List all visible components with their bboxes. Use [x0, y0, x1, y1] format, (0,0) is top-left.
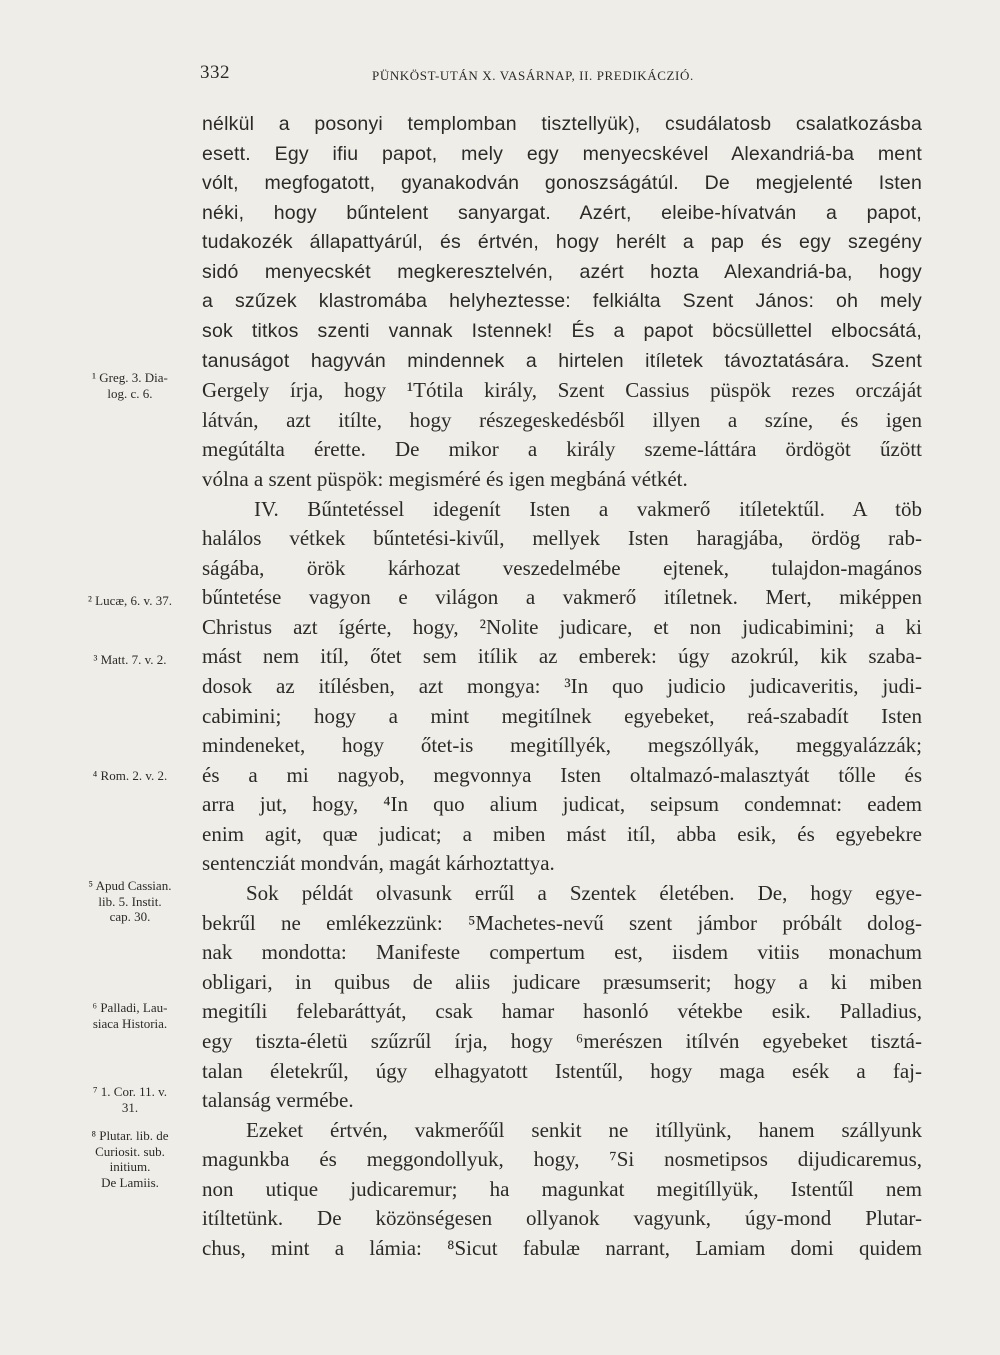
text-line: nak mondotta: Manifeste compertum est, iisdem vitiis monachum — [202, 940, 922, 965]
text-line: non utique judicaremur; ha magunkat megitíllyük, Istentűl nem — [202, 1176, 922, 1201]
page-header — [200, 62, 920, 92]
text-line: tudakozék állapattyárúl, és értvén, hogy herélt a pap és egy szegény — [202, 231, 922, 254]
margin-note-text: ¹ Greg. 3. Dia- log. c. 6. — [92, 370, 168, 401]
text-line: Christus azt ígérte, hogy, ²Nolite judicare, et non judicabimini; a ki — [202, 614, 922, 639]
text-line: nélkül a posonyi templomban tisztellyük), csudálatosb csalatkozásba — [202, 113, 922, 135]
text-line: cabimini; hogy a mint megitílnek egyebeket, reá-szabadít Isten — [202, 703, 922, 728]
margin-note-text: ⁴ Rom. 2. v. 2. — [92, 768, 168, 783]
margin-note-text: ³ Matt. 7. v. 2. — [93, 652, 167, 667]
margin-note-text: ⁶ Palladi, Lau- siaca Historia. — [92, 1000, 168, 1031]
margin-note — [68, 370, 192, 401]
body-text — [202, 110, 922, 1264]
text-line: néki, hogy bűntelent sanyargat. Azért, eleibe-hívatván a papot, — [202, 201, 922, 224]
text-line: talanság vermébe. — [202, 1088, 354, 1113]
text-line: Sok példát olvasunk errűl a Szentek életében. De, hogy egye- — [246, 881, 922, 906]
text-line: a szűzek klastromába helyheztesse: felkiálta Szent János: oh mely — [202, 290, 922, 313]
text-line: enim agit, quæ judicat; a miben mást itíl, abba esik, és egyebekre — [202, 821, 922, 846]
margin-note — [68, 768, 192, 784]
text-line: bekrűl ne emlékezzünk: ⁵Machetes-nevű szent jámbor próbált dolog- — [202, 910, 922, 935]
text-line: arra jut, hogy, ⁴In quo alium judicat, seipsum condemnat: eadem — [202, 792, 922, 817]
text-line: magunkba és meggondollyuk, hogy, ⁷Si nosmetipsos dijudicaremus, — [202, 1147, 922, 1172]
text-line: és a mi nagyob, megvonnya Isten oltalmazó-malasztyát tőlle és — [202, 762, 922, 787]
text-line: tanuságot hagyván mindennek a hirtelen itíletek távoztatására. Szent — [202, 349, 922, 372]
text-line: megitíli felebaráttyát, csak hamar hasonló vétekbe esik. Palladius, — [202, 999, 922, 1024]
page-number: 332 — [200, 62, 230, 83]
margin-note-text: ⁷ 1. Cor. 11. v. 31. — [93, 1084, 167, 1115]
text-line: chus, mint a lámia: ⁸Sicut fabulæ narrant, Lamiam domi quidem — [202, 1235, 922, 1260]
text-line: sidó menyecskét megkeresztelvén, azért hozta Alexandriá-ba, hogy — [202, 260, 922, 283]
margin-note — [68, 1128, 192, 1190]
text-line: mást nem itíl, őtet sem itílik az emberek: úgy azokrúl, kik szaba- — [202, 644, 922, 669]
margin-note — [68, 1000, 192, 1031]
margin-note-text: ⁵ Apud Cassian. lib. 5. Instit. cap. 30. — [88, 878, 172, 924]
margin-note — [68, 652, 192, 668]
text-line: itíltetünk. De közönségesen ollyanok vagyunk, úgy-mond Plutar- — [202, 1206, 922, 1231]
margin-note-text: ² Lucæ, 6. v. 37. — [88, 593, 172, 608]
margin-note-text: ⁸ Plutar. lib. de Curiosit. sub. initium. De Lamiis. — [91, 1128, 169, 1190]
text-line: sok titkos szenti vannak Istennek! És a papot böcsüllettel elbocsátá, — [202, 320, 922, 343]
text-line: látván, azt itílte, hogy részegeskedésből illyen a színe, és igen — [202, 407, 922, 432]
text-line: bűntetése vagyon e világon a vakmerő itíletnek. Mert, miképpen — [202, 585, 922, 610]
text-line: mindeneket, hogy őtet-is megitíllyék, megszóllyák, meggyalázzák; — [202, 733, 922, 758]
text-line: ságába, örök kárhozat veszedelmébe ejtenek, tulajdon-magános — [202, 555, 922, 580]
text-line: vólna a szent püspök: megisméré és igen megbáná vétkét. — [202, 466, 688, 491]
text-line: halálos vétkek bűntetési-kivűl, mellyek Isten haragjába, ördög rab- — [202, 526, 922, 551]
margin-note — [68, 878, 192, 925]
text-line: sentencziát mondván, magát kárhoztattya. — [202, 851, 555, 876]
margin-note — [68, 593, 192, 609]
text-line: IV. Bűntetéssel idegenít Isten a vakmerő itíletektűl. A töb — [254, 496, 922, 521]
running-head: PÜNKÖST-UTÁN X. VASÁRNAP, II. PREDIKÁCZIÓ. — [372, 68, 694, 83]
text-line: megútálta érette. De mikor a király szeme-láttára ördögöt űzött — [202, 437, 922, 462]
text-line: egy tiszta-életü szűzrűl írja, hogy ⁶merészen itílvén egyebeket tisztá- — [202, 1028, 922, 1053]
text-line: Ezeket értvén, vakmerőűl senkit ne itíllyünk, hanem szállyunk — [246, 1117, 922, 1142]
text-line: dosok az itílésben, azt mongya: ³In quo judicio judicaveritis, judi- — [202, 673, 922, 698]
text-line: vólt, megfogatott, gyanakodván gonoszságátúl. De megjelenté Isten — [202, 172, 922, 195]
text-line: Gergely írja, hogy ¹Tótila király, Szent Cassius püspök rezes orczáját — [202, 378, 922, 403]
text-line: talan életekrűl, úgy elhagyatott Istentűl, hogy maga esék a faj- — [202, 1058, 922, 1083]
text-line: obligari, in quibus de aliis judicare præsumserit; hogy a ki miben — [202, 969, 922, 994]
margin-note — [68, 1084, 192, 1115]
text-line: esett. Egy ifiu papot, mely egy menyecskével Alexandriá-ba ment — [202, 142, 922, 165]
